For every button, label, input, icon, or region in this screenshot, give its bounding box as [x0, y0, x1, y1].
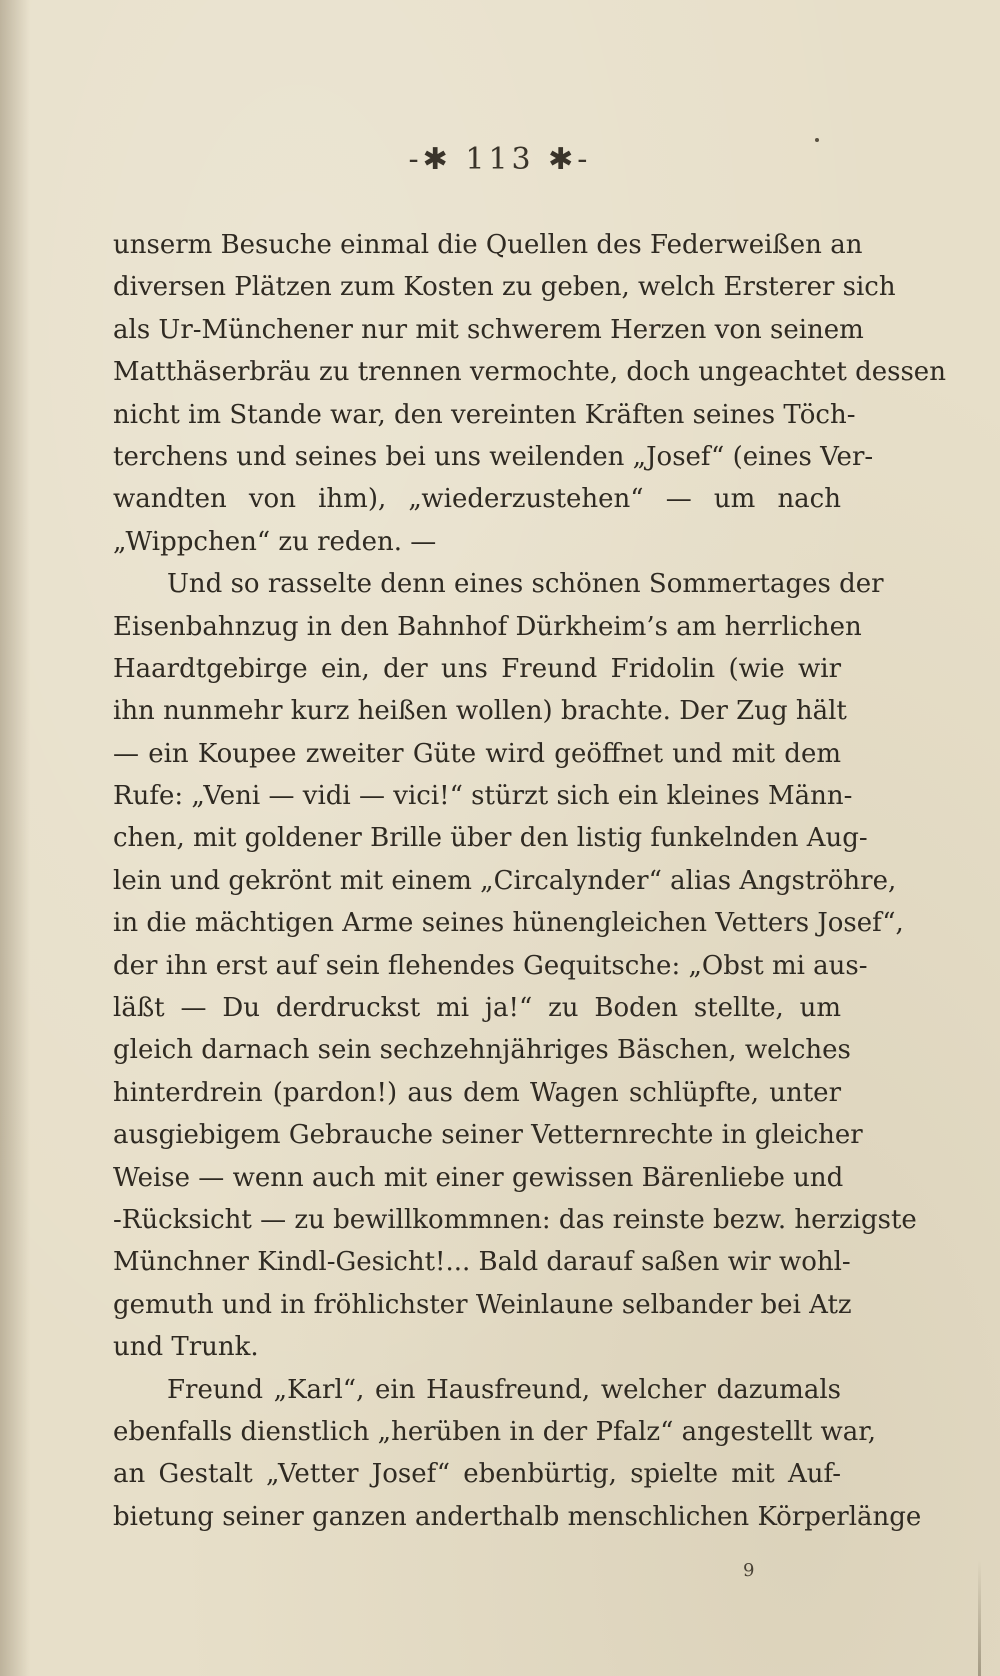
text-line: nicht im Stande war, den vereinten Kräften seines Töch- — [113, 399, 856, 430]
text-line: ausgiebigem Gebrauche seiner Vetternrechte in gleicher — [113, 1120, 863, 1151]
text-line: terchens und seines bei uns weilenden „Josef“ (eines Ver- — [113, 441, 874, 472]
text-line: hinterdrein (pardon!) aus dem Wagen schlüpfte, unter — [113, 1077, 841, 1108]
text-line: Weise — wenn auch mit einer gewissen Bärenliebe und — [113, 1162, 844, 1193]
text-line: an Gestalt „Vetter Josef“ ebenbürtig, spielte mit Auf- — [113, 1459, 841, 1490]
text-line: ebenfalls dienstlich „herüben in der Pfalz“ angestellt war, — [113, 1416, 877, 1447]
text-line: Eisenbahnzug in den Bahnhof Dürkheim’s am herrlichen — [113, 611, 862, 642]
text-line: Münchner Kindl-Gesicht!... Bald darauf saßen wir wohl- — [113, 1247, 851, 1278]
body-text — [113, 224, 946, 1538]
text-line: gleich darnach sein sechzehnjähriges Bäschen, welches — [113, 1035, 851, 1066]
text-line: „Wippchen“ zu reden. — — [113, 526, 437, 557]
text-line-indented: Freund „Karl“, ein Hausfreund, welcher dazumals — [167, 1374, 841, 1405]
text-line: in die mächtigen Arme seines hünengleichen Vetters Josef“, — [113, 908, 904, 939]
text-line: als Ur-Münchener nur mit schwerem Herzen von seinem — [113, 314, 864, 345]
text-line: Haardtgebirge ein, der uns Freund Fridolin (wie wir — [113, 653, 841, 684]
text-line: gemuth und in fröhlichster Weinlaune selbander bei Atz — [113, 1289, 852, 1320]
text-line: chen, mit goldener Brille über den listig funkelnden Aug- — [113, 823, 868, 854]
text-line: lein und gekrönt mit einem „Circalynder“ alias Angströhre, — [113, 865, 897, 896]
text-line: — ein Koupee zweiter Güte wird geöffnet und mit dem — [113, 738, 841, 769]
text-line: der ihn erst auf sein flehendes Gequitsche: „Obst mi aus- — [113, 950, 868, 981]
text-line: Rufe: „Veni — vidi — vici!“ stürzt sich ein kleines Männ- — [113, 781, 853, 812]
text-line: unserm Besuche einmal die Quellen des Federweißen an — [113, 230, 863, 260]
signature-mark: 9 — [743, 1560, 755, 1581]
text-line: bietung seiner ganzen anderthalb menschlichen Körperlänge — [113, 1501, 922, 1532]
text-line: -Rücksicht — zu bewillkommnen: das reinste bezw. herzigste — [113, 1204, 917, 1235]
page-header: -✱ 113 ✱- — [408, 142, 592, 177]
text-line: ihn nunmehr kurz heißen wollen) brachte. Der Zug hält — [113, 696, 847, 727]
page-fold-line — [978, 1560, 981, 1676]
spine-shadow — [0, 0, 30, 1676]
text-line: Matthäserbräu zu trennen vermochte, doch ungeachtet dessen — [113, 357, 946, 388]
text-line: wandten von ihm), „wiederzustehen“ — um nach — [113, 484, 841, 515]
text-line: läßt — Du derdruckst mi ja!“ zu Boden stellte, um — [113, 993, 841, 1024]
text-line: und Trunk. — [113, 1332, 259, 1363]
text-line: diversen Plätzen zum Kosten zu geben, welch Ersterer sich — [113, 272, 896, 303]
text-line-indented: Und so rasselte denn eines schönen Sommertages der — [167, 569, 884, 600]
